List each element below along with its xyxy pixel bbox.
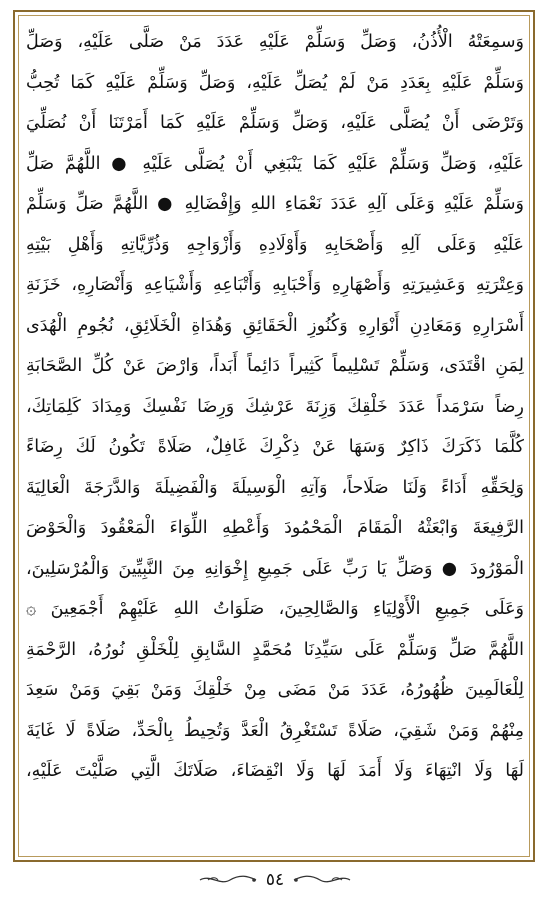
page-footer <box>0 866 550 894</box>
text-line: رِضاً سَرْمَداً عَدَدَ خَلْقِكَ وَزِنَةَ عَرْشِكَ وَرِضَا نَفْسِكَ وَمِدَادَ كَلِمَاتِكَ، <box>26 396 524 417</box>
text-line: وَعِتْرَتِهِ وَعَشِيرَتِهِ وَأَصْهَارِهِ وَأَحْبَابِهِ وَأَتْبَاعِهِ وَأَشْيَاعِهِ وَأَنْصَارِهِ، خَزَنَةِ <box>26 275 524 295</box>
text-line: وَسَلِّمْ عَلَيْهِ وَعَلَى آلِهِ عَدَدَ نَعْمَاءِ اللهِ وَإِفْضَالِهِ ● اللَّهُمَّ صَلِّ وَسَلِّمْ <box>26 194 524 214</box>
flourish-ornament-icon <box>292 873 352 887</box>
text-line: وَعَلَى جَمِيعِ الْأَوْلِيَاءِ وَالصَّالِحِينَ، صَلَوَاتُ اللهِ عَلَيْهِمْ أَجْمَعِينَ ۞ <box>26 599 524 619</box>
text-line: لِلْعَالَمِينَ ظُهُورُهُ، عَدَدَ مَنْ مَضَى مِنْ خَلْقِكَ وَمَنْ بَقِيَ وَمَنْ سَعِدَ <box>26 680 524 700</box>
text-line: لِمَنِ اقْتَدَى، وَسَلِّمْ تَسْلِيماً كَثِيراً دَائِماً أَبَداً، وَارْضَ عَنْ كُلِّ الصَّحَابَةِ <box>26 356 524 376</box>
text-line: الْمَوْرُودَ ● وَصَلِّ يَا رَبِّ عَلَى جَمِيعِ إِخْوَانِهِ مِنَ النَّبِيِّينَ وَالْمُرْسَلِينَ، <box>26 558 524 579</box>
text-line: عَلَيْهِ وَعَلَى آلِهِ وَأَصْحَابِهِ وَأَوْلَادِهِ وَأَزْوَاجِهِ وَذُرِّيَّاتِهِ وَأَهْلِ بَيْتِهِ <box>26 234 524 255</box>
prayer-text-block <box>26 22 524 792</box>
text-line: وَسَلِّمْ عَلَيْهِ بِعَدَدِ مَنْ لَمْ يُصَلِّ عَلَيْهِ، وَصَلِّ وَسَلِّمْ عَلَيْهِ كَمَا تُحِبُّ <box>26 72 524 93</box>
text-line: مِنْهُمْ وَمَنْ شَقِيَ، صَلَاةً تَسْتَغْرِقُ الْعَدَّ وَتُحِيطُ بِالْحَدِّ، صَلَاةً لَا غَايَةَ <box>26 720 524 741</box>
text-line: عَلَيْهِ، وَصَلِّ وَسَلِّمْ عَلَيْهِ كَمَا يَنْبَغِي أَنْ يُصَلَّى عَلَيْهِ ● اللَّهُمَّ صَلِّ <box>26 153 524 174</box>
text-line: لَهَا وَلَا انْتِهَاءَ وَلَا أَمَدَ لَهَا وَلَا انْقِضَاءَ، صَلَاتَكَ الَّتِي صَلَّيْتَ عَلَيْهِ، <box>26 761 524 781</box>
text-line: كُلَّمَا ذَكَرَكَ ذَاكِرٌ وَسَهَا عَنْ ذِكْرِكَ غَافِلٌ، صَلَاةً تَكُونُ لَكَ رِضَاءً <box>26 437 524 457</box>
page-number: ٥٤ <box>265 870 285 890</box>
text-line: وَتَرْضَى أَنْ يُصَلَّى عَلَيْهِ، وَصَلِّ وَسَلِّمْ عَلَيْهِ كَمَا أَمَرْتَنَا أَنْ نُصَلِّيَ <box>26 113 524 133</box>
text-line: أَسْرَارِهِ وَمَعَادِنِ أَنْوَارِهِ وَكُنُوزِ الْحَقَائِقِ وَهُدَاةِ الْخَلَائِقِ، نُجُومِ الْهُدَى <box>26 315 524 336</box>
text-line: الرَّفِيعَةَ وَابْعَثْهُ الْمَقَامَ الْمَحْمُودَ وَأَعْطِهِ اللِّوَاءَ الْمَعْقُودَ وَالْحَوْضَ <box>26 518 524 538</box>
text-line: وَلِحَقِّهِ أَدَاءً وَلَنَا صَلَاحاً، وَآتِهِ الْوَسِيلَةَ وَالْفَضِيلَةَ وَالدَّرَجَةَ الْعَالِيَةَ <box>26 477 524 498</box>
text-line: اللَّهُمَّ صَلِّ وَسَلِّمْ عَلَى سَيِّدِنَا مُحَمَّدٍ السَّابِقِ لِلْخَلْقِ نُورُهُ، الرَّحْمَةِ <box>26 639 524 660</box>
text-line: وَسمِعَتْهُ الْأُذُنُ، وَصَلِّ وَسَلِّمْ عَلَيْهِ عَدَدَ مَنْ صَلَّى عَلَيْهِ، وَصَلِّ <box>26 32 524 52</box>
flourish-ornament-icon <box>198 873 258 887</box>
